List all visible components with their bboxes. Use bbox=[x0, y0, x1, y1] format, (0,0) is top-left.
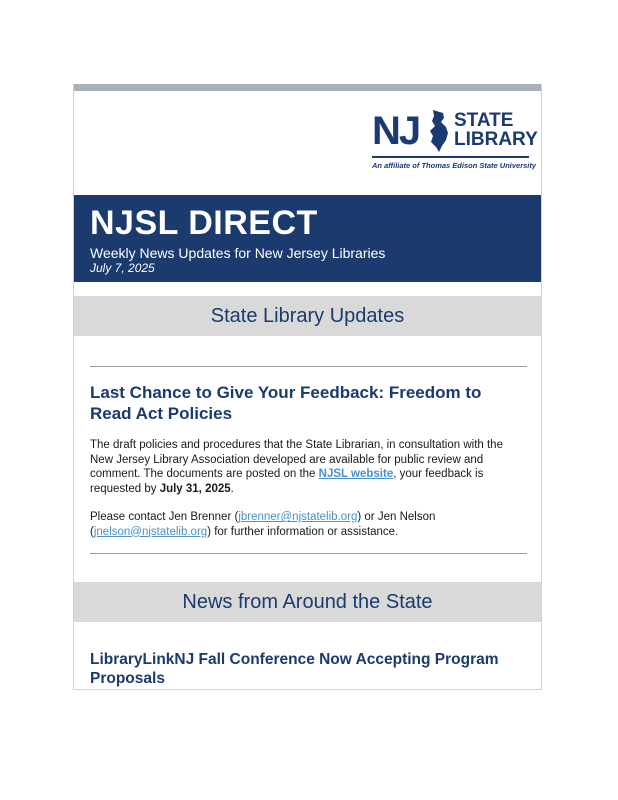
divider-bottom bbox=[90, 553, 527, 554]
news-item-title[interactable]: LibraryLinkNJ Fall Conference Now Accepting Program Proposals bbox=[90, 651, 499, 687]
section-heading-news: News from Around the State bbox=[74, 582, 541, 622]
logo-library-word: LIBRARY bbox=[454, 129, 538, 150]
newsletter-date: July 7, 2025 bbox=[90, 261, 155, 275]
article-freedom-to-read bbox=[74, 336, 541, 554]
article-paragraph-2 bbox=[90, 510, 527, 539]
newsletter-subtitle: Weekly News Updates for New Jersey Libraries bbox=[90, 245, 386, 261]
newsletter-title: NJSL DIRECT bbox=[90, 204, 318, 242]
p2-text-a: Please contact Jen Brenner ( bbox=[90, 511, 239, 523]
new-jersey-map-icon bbox=[427, 109, 451, 153]
header-banner bbox=[74, 195, 541, 282]
p1-text-b: , your feedback is requested by bbox=[90, 468, 484, 495]
p2-text-c: ) for further information or assistance. bbox=[207, 525, 399, 538]
logo-state-word: STATE bbox=[454, 110, 514, 131]
logo-divider bbox=[372, 156, 529, 158]
p1-text-c: . bbox=[230, 482, 234, 495]
article-title: Last Chance to Give Your Feedback: Freedom to Read Act Policies bbox=[90, 383, 482, 423]
nj-state-library-logo bbox=[372, 107, 538, 179]
email-link-jnelson[interactable]: jnelson@njstatelib.org bbox=[93, 525, 208, 538]
logo-tagline: An affiliate of Thomas Edison State University bbox=[372, 161, 537, 170]
njsl-website-link[interactable]: NJSL website bbox=[318, 468, 394, 480]
logo-nj-text: NJ bbox=[372, 109, 420, 153]
section-heading-state-updates: State Library Updates bbox=[74, 296, 541, 336]
newsletter-card bbox=[73, 84, 542, 690]
email-link-jbrenner[interactable]: jbrenner@njstatelib.org bbox=[238, 511, 358, 523]
top-accent-bar bbox=[74, 84, 541, 91]
logo-area bbox=[74, 91, 541, 195]
logo-state-library-text bbox=[454, 110, 538, 150]
p1-text-a: The draft policies and procedures that the State Librarian, in consultation with the New Jersey Library Association developed are available for public review and comment. The documents are posted on the bbox=[90, 439, 503, 480]
article-paragraph-1 bbox=[90, 438, 527, 496]
deadline-date: July 31, 2025 bbox=[159, 482, 231, 495]
p2-text-b: ) or Jen Nelson ( bbox=[90, 511, 436, 538]
